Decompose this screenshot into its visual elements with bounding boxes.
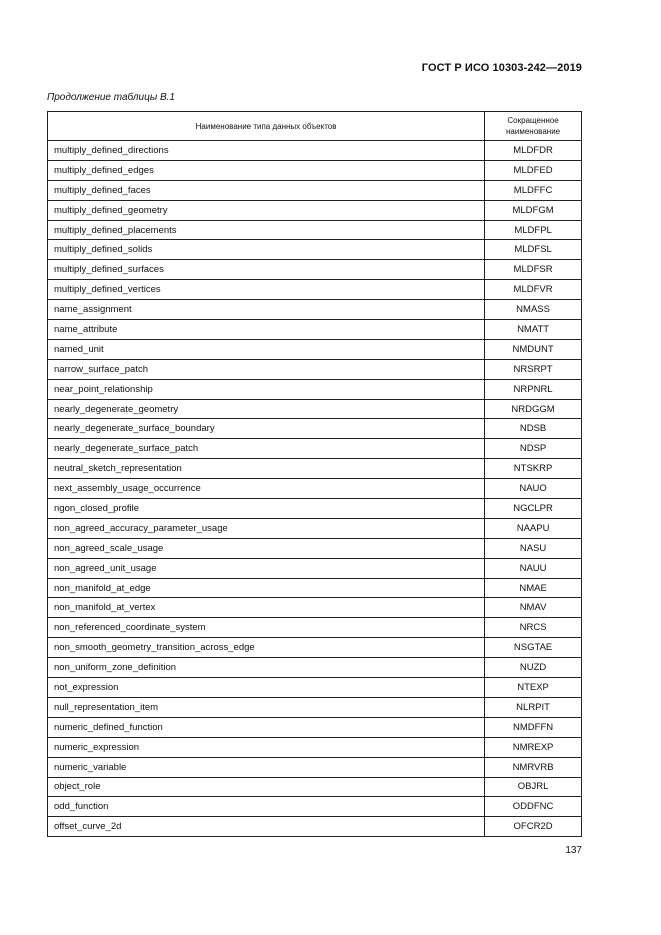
- entity-name-cell: multiply_defined_directions: [48, 141, 485, 161]
- abbreviation-cell: NSGTAE: [485, 638, 582, 658]
- entity-name-cell: object_role: [48, 777, 485, 797]
- entity-name-cell: odd_function: [48, 797, 485, 817]
- table-row: [48, 141, 582, 161]
- abbreviation-cell: NRPNRL: [485, 379, 582, 399]
- entity-name-cell: near_point_relationship: [48, 379, 485, 399]
- abbreviation-cell: MLDFFC: [485, 180, 582, 200]
- abbreviation-cell: MLDFPL: [485, 220, 582, 240]
- abbreviation-cell: NAUO: [485, 479, 582, 499]
- abbreviation-cell: NMAE: [485, 578, 582, 598]
- abbreviation-cell: NRDGGM: [485, 399, 582, 419]
- table-row: [48, 658, 582, 678]
- abbreviation-cell: OBJRL: [485, 777, 582, 797]
- table-row: [48, 777, 582, 797]
- abbreviation-cell: NMATT: [485, 320, 582, 340]
- column-header-abbr-line1: Сокращенное: [507, 116, 559, 125]
- entity-name-cell: multiply_defined_placements: [48, 220, 485, 240]
- entity-name-cell: multiply_defined_solids: [48, 240, 485, 260]
- abbreviation-cell: MLDFSL: [485, 240, 582, 260]
- entity-name-cell: null_representation_item: [48, 697, 485, 717]
- abbreviation-cell: OFCR2D: [485, 817, 582, 837]
- table-row: [48, 180, 582, 200]
- entity-name-cell: narrow_surface_patch: [48, 359, 485, 379]
- abbreviation-cell: NMRVRB: [485, 757, 582, 777]
- table-body: [48, 141, 582, 837]
- table-row: [48, 339, 582, 359]
- abbreviation-cell: NASU: [485, 538, 582, 558]
- table-row: [48, 558, 582, 578]
- table-row: [48, 638, 582, 658]
- entity-name-cell: name_attribute: [48, 320, 485, 340]
- entity-name-cell: non_smooth_geometry_transition_across_edge: [48, 638, 485, 658]
- column-header-abbr-line2: наименование: [506, 127, 561, 136]
- entity-name-cell: numeric_expression: [48, 737, 485, 757]
- page-number: 137: [565, 845, 582, 856]
- entity-name-cell: non_agreed_accuracy_parameter_usage: [48, 518, 485, 538]
- standard-header: ГОСТ Р ИСО 10303-242—2019: [421, 62, 582, 74]
- abbreviation-cell: ODDFNC: [485, 797, 582, 817]
- entity-name-cell: nearly_degenerate_surface_boundary: [48, 419, 485, 439]
- entity-name-cell: multiply_defined_vertices: [48, 280, 485, 300]
- column-header-name: Наименование типа данных объектов: [48, 112, 485, 141]
- table-row: [48, 399, 582, 419]
- table-row: [48, 817, 582, 837]
- entity-name-cell: next_assembly_usage_occurrence: [48, 479, 485, 499]
- entity-name-cell: non_uniform_zone_definition: [48, 658, 485, 678]
- abbreviation-cell: NTSKRP: [485, 459, 582, 479]
- abbreviation-cell: NMAV: [485, 598, 582, 618]
- abbreviation-cell: NMREXP: [485, 737, 582, 757]
- entity-name-cell: named_unit: [48, 339, 485, 359]
- entity-name-cell: multiply_defined_surfaces: [48, 260, 485, 280]
- abbreviation-cell: MLDFGM: [485, 200, 582, 220]
- entity-name-cell: multiply_defined_edges: [48, 160, 485, 180]
- table-row: [48, 538, 582, 558]
- abbreviation-cell: NTEXP: [485, 678, 582, 698]
- table-row: [48, 598, 582, 618]
- table-row: [48, 419, 582, 439]
- abbreviation-cell: NDSP: [485, 439, 582, 459]
- table-row: [48, 737, 582, 757]
- column-header-abbr: [485, 112, 582, 141]
- entity-name-cell: not_expression: [48, 678, 485, 698]
- entity-name-cell: numeric_defined_function: [48, 717, 485, 737]
- table-row: [48, 757, 582, 777]
- abbreviation-cell: NMDUNT: [485, 339, 582, 359]
- abbreviation-cell: NMASS: [485, 300, 582, 320]
- entity-name-cell: neutral_sketch_representation: [48, 459, 485, 479]
- table-row: [48, 697, 582, 717]
- abbreviation-cell: MLDFVR: [485, 280, 582, 300]
- entity-name-cell: non_referenced_coordinate_system: [48, 618, 485, 638]
- table-row: [48, 717, 582, 737]
- table-row: [48, 300, 582, 320]
- table-header-row: [48, 112, 582, 141]
- entity-name-cell: non_manifold_at_vertex: [48, 598, 485, 618]
- abbreviation-cell: NAUU: [485, 558, 582, 578]
- abbreviation-cell: NRSRPT: [485, 359, 582, 379]
- abbreviation-cell: NAAPU: [485, 518, 582, 538]
- table-caption: Продолжение таблицы В.1: [47, 92, 175, 103]
- table-row: [48, 499, 582, 519]
- abbreviation-cell: MLDFED: [485, 160, 582, 180]
- table-row: [48, 160, 582, 180]
- table-row: [48, 479, 582, 499]
- entity-name-cell: numeric_variable: [48, 757, 485, 777]
- abbreviation-cell: MLDFSR: [485, 260, 582, 280]
- entity-name-cell: offset_curve_2d: [48, 817, 485, 837]
- table-row: [48, 280, 582, 300]
- entity-name-cell: ngon_closed_profile: [48, 499, 485, 519]
- abbreviation-table: [47, 111, 582, 837]
- table-row: [48, 240, 582, 260]
- entity-name-cell: name_assignment: [48, 300, 485, 320]
- entity-name-cell: non_agreed_unit_usage: [48, 558, 485, 578]
- abbreviation-cell: NGCLPR: [485, 499, 582, 519]
- table-row: [48, 678, 582, 698]
- entity-name-cell: nearly_degenerate_surface_patch: [48, 439, 485, 459]
- entity-name-cell: multiply_defined_geometry: [48, 200, 485, 220]
- entity-name-cell: non_manifold_at_edge: [48, 578, 485, 598]
- table-row: [48, 618, 582, 638]
- abbreviation-cell: NUZD: [485, 658, 582, 678]
- table-row: [48, 518, 582, 538]
- table-row: [48, 359, 582, 379]
- table-row: [48, 260, 582, 280]
- table-row: [48, 797, 582, 817]
- abbreviation-cell: MLDFDR: [485, 141, 582, 161]
- table-row: [48, 578, 582, 598]
- table-row: [48, 200, 582, 220]
- abbreviation-cell: NDSB: [485, 419, 582, 439]
- table-row: [48, 459, 582, 479]
- abbreviation-cell: NMDFFN: [485, 717, 582, 737]
- table-row: [48, 439, 582, 459]
- entity-name-cell: nearly_degenerate_geometry: [48, 399, 485, 419]
- table-row: [48, 220, 582, 240]
- abbreviation-cell: NRCS: [485, 618, 582, 638]
- table-row: [48, 320, 582, 340]
- table-row: [48, 379, 582, 399]
- entity-name-cell: non_agreed_scale_usage: [48, 538, 485, 558]
- abbreviation-cell: NLRPIT: [485, 697, 582, 717]
- entity-name-cell: multiply_defined_faces: [48, 180, 485, 200]
